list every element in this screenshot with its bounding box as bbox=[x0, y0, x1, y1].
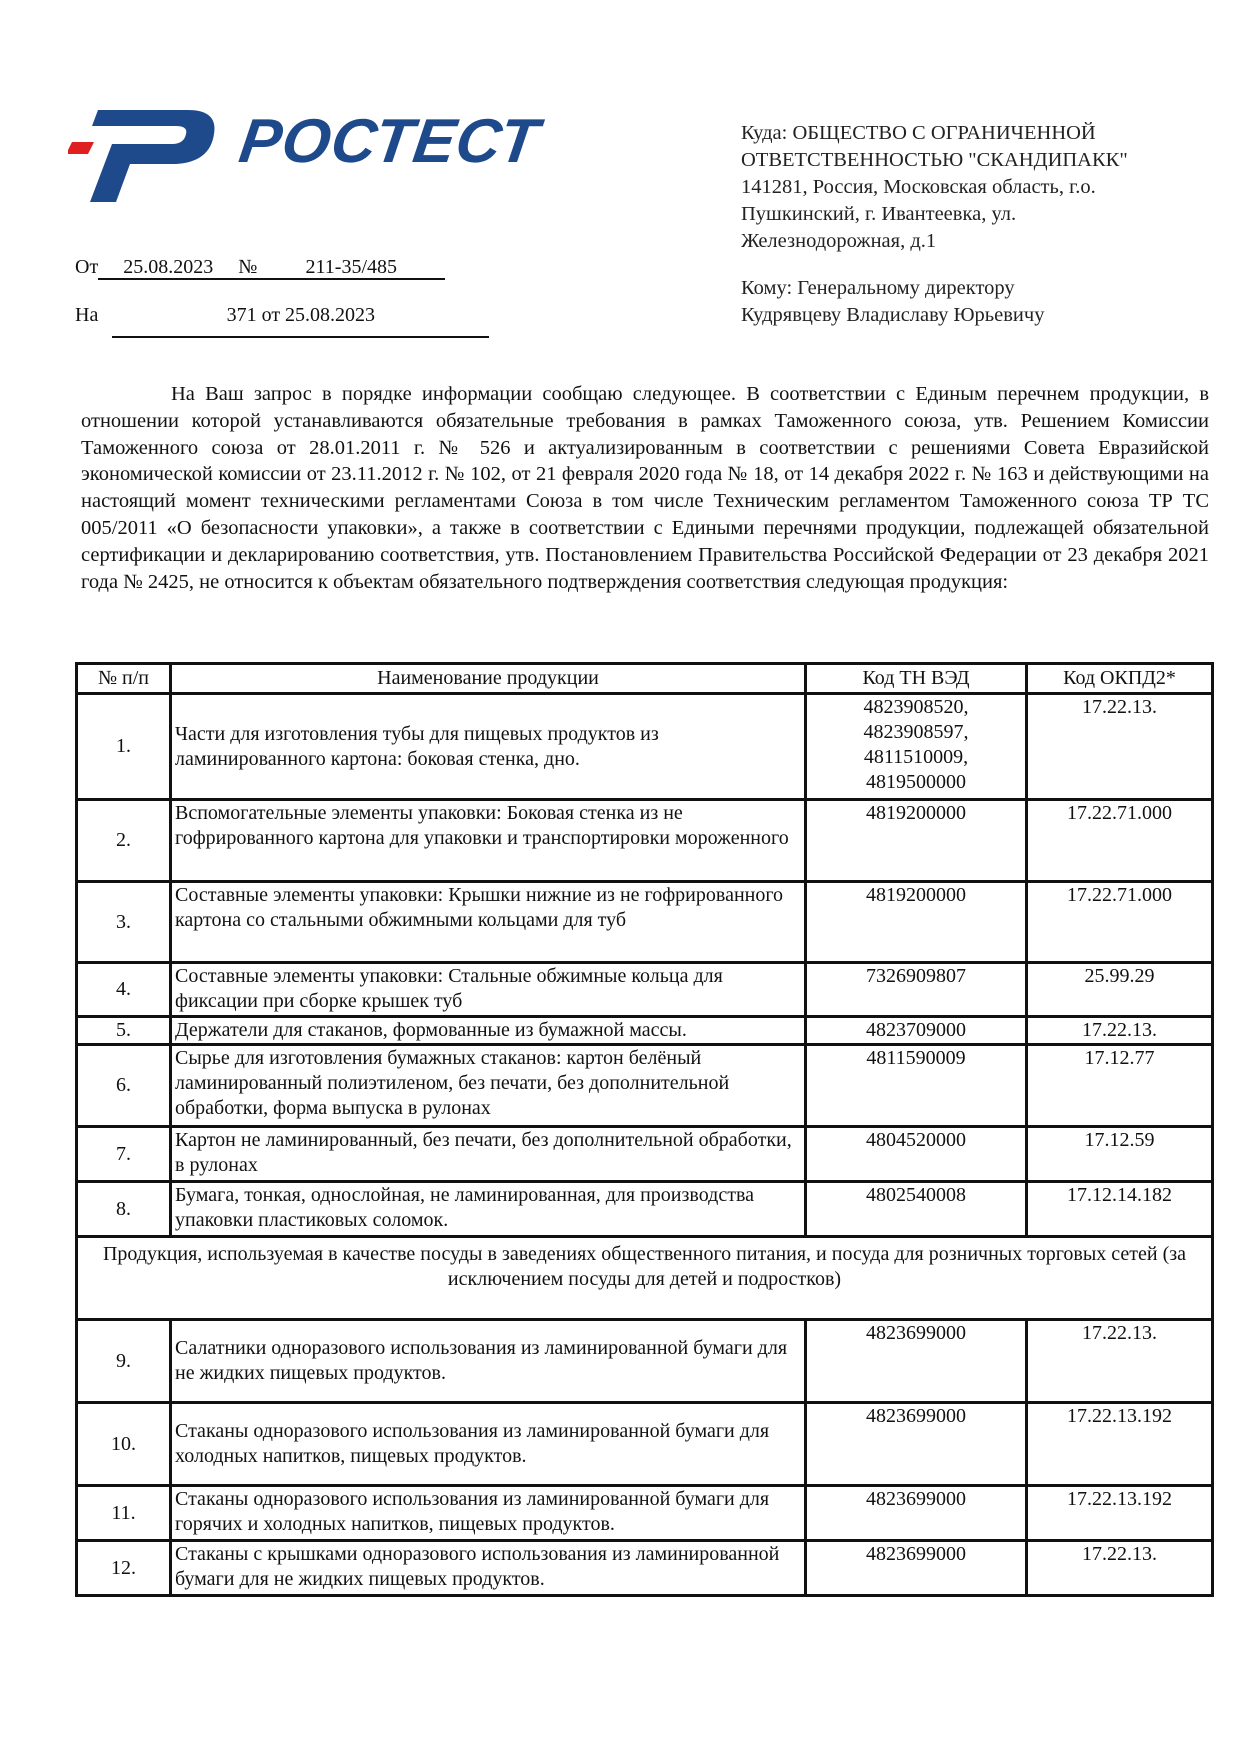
product-name: Составные элементы упаковки: Стальные обжимные кольца для фиксации при сборке крышек туб bbox=[171, 963, 806, 1017]
table-row bbox=[77, 1541, 1213, 1596]
okpd-code: 17.12.59 bbox=[1027, 1127, 1213, 1182]
okpd-code: 17.22.13. bbox=[1027, 1320, 1213, 1403]
okpd-code: 17.22.13. bbox=[1027, 694, 1213, 800]
section-title: Продукция, используемая в качестве посуды в заведениях общественного питания, и посуда для розничных торговых сетей (за исключением посуды для детей и подростков) bbox=[77, 1237, 1213, 1320]
row-number: 9. bbox=[77, 1320, 171, 1403]
tnved-code: 4823908520, 4823908597, 4811510009, 4819500000 bbox=[806, 694, 1027, 800]
okpd-code: 25.99.29 bbox=[1027, 963, 1213, 1017]
okpd-code: 17.22.13.192 bbox=[1027, 1486, 1213, 1541]
product-name: Стаканы с крышками одноразового использования из ламинированной бумаги для не жидких пищевых продуктов. bbox=[171, 1541, 806, 1596]
rostest-p-emblem-icon bbox=[68, 104, 228, 204]
recipient-block bbox=[741, 120, 1211, 329]
table-row bbox=[77, 1320, 1213, 1403]
table-row bbox=[77, 1017, 1213, 1045]
table-row bbox=[77, 1045, 1213, 1127]
header-number: № п/п bbox=[77, 664, 171, 694]
header-product-name: Наименование продукции bbox=[171, 664, 806, 694]
tnved-code: 4819200000 bbox=[806, 800, 1027, 882]
tnved-code: 4823709000 bbox=[806, 1017, 1027, 1045]
row-number: 6. bbox=[77, 1045, 171, 1127]
row-number: 3. bbox=[77, 882, 171, 963]
product-name: Салатники одноразового использования из ламинированной бумаги для не жидких пищевых продуктов. bbox=[171, 1320, 806, 1403]
tnved-code: 4804520000 bbox=[806, 1127, 1027, 1182]
okpd-code: 17.22.71.000 bbox=[1027, 800, 1213, 882]
section-row bbox=[77, 1237, 1213, 1320]
row-number: 7. bbox=[77, 1127, 171, 1182]
tnved-code: 4823699000 bbox=[806, 1403, 1027, 1486]
product-name: Держатели для стаканов, формованные из бумажной массы. bbox=[171, 1017, 806, 1045]
letter-number: 211-35/485 bbox=[257, 256, 445, 280]
tnved-code: 4802540008 bbox=[806, 1182, 1027, 1237]
table-row bbox=[77, 1182, 1213, 1237]
tnved-code: 7326909807 bbox=[806, 963, 1027, 1017]
product-name: Составные элементы упаковки: Крышки нижние из не гофрированного картона со стальными обжимными кольцами для туб bbox=[171, 882, 806, 963]
number-label: № bbox=[238, 256, 258, 278]
product-name: Стаканы одноразового использования из ламинированной бумаги для холодных напитков, пищевых продуктов. bbox=[171, 1403, 806, 1486]
from-label: От bbox=[75, 256, 99, 278]
tnved-code: 4823699000 bbox=[806, 1541, 1027, 1596]
table-row bbox=[77, 694, 1213, 800]
table-row bbox=[77, 800, 1213, 882]
okpd-code: 17.22.13. bbox=[1027, 1017, 1213, 1045]
rostest-logo bbox=[68, 104, 544, 204]
recipient-line: 141281, Россия, Московская область, г.о. bbox=[741, 176, 1096, 198]
table-row bbox=[77, 1127, 1213, 1182]
reply-to-value: 371 от 25.08.2023 bbox=[112, 304, 489, 338]
table-row bbox=[77, 1486, 1213, 1541]
okpd-code: 17.22.71.000 bbox=[1027, 882, 1213, 963]
letter-date: 25.08.2023 bbox=[98, 256, 238, 280]
okpd-code: 17.12.77 bbox=[1027, 1045, 1213, 1127]
product-name: Сырье для изготовления бумажных стаканов: картон белёный ламинированный полиэтиленом, без печати, без дополнительной обработки, форма выпуска в рулонах bbox=[171, 1045, 806, 1127]
table-row bbox=[77, 882, 1213, 963]
table-row bbox=[77, 963, 1213, 1017]
product-name: Вспомогательные элементы упаковки: Боковая стенка из не гофрированного картона для упаковки и транспортировки мороженного bbox=[171, 800, 806, 882]
row-number: 1. bbox=[77, 694, 171, 800]
recipient-line: Железнодорожная, д.1 bbox=[741, 230, 937, 252]
row-number: 11. bbox=[77, 1486, 171, 1541]
product-name: Бумага, тонкая, однослойная, не ламинированная, для производства упаковки пластиковых соломок. bbox=[171, 1182, 806, 1237]
okpd-code: 17.22.13.192 bbox=[1027, 1403, 1213, 1486]
addressee-line: Кому: Генеральному директору bbox=[741, 277, 1015, 299]
outgoing-reference bbox=[75, 256, 445, 280]
header-okpd-code: Код ОКПД2* bbox=[1027, 664, 1213, 694]
row-number: 10. bbox=[77, 1403, 171, 1486]
okpd-code: 17.12.14.182 bbox=[1027, 1182, 1213, 1237]
incoming-reference bbox=[75, 304, 489, 338]
tnved-code: 4823699000 bbox=[806, 1486, 1027, 1541]
row-number: 8. bbox=[77, 1182, 171, 1237]
tnved-code: 4819200000 bbox=[806, 882, 1027, 963]
product-name: Стаканы одноразового использования из ламинированной бумаги для горячих и холодных напитков, пищевых продуктов. bbox=[171, 1486, 806, 1541]
table-row bbox=[77, 1403, 1213, 1486]
table-header-row bbox=[77, 664, 1213, 694]
logo-wordmark: РОСТЕСТ bbox=[235, 107, 544, 176]
header-tnved-code: Код ТН ВЭД bbox=[806, 664, 1027, 694]
product-name: Части для изготовления тубы для пищевых продуктов из ламинированного картона: боковая стенка, дно. bbox=[171, 694, 806, 800]
reply-label: На bbox=[75, 304, 99, 326]
tnved-code: 4823699000 bbox=[806, 1320, 1027, 1403]
row-number: 5. bbox=[77, 1017, 171, 1045]
addressee-line: Кудрявцеву Владиславу Юрьевичу bbox=[741, 304, 1045, 326]
okpd-code: 17.22.13. bbox=[1027, 1541, 1213, 1596]
recipient-line: Пушкинский, г. Ивантеевка, ул. bbox=[741, 203, 1017, 225]
recipient-line: Куда: ОБЩЕСТВО С ОГРАНИЧЕННОЙ bbox=[741, 122, 1096, 144]
recipient-line: ОТВЕТСТВЕННОСТЬЮ "СКАНДИПАКК" bbox=[741, 149, 1128, 171]
tnved-code: 4811590009 bbox=[806, 1045, 1027, 1127]
product-name: Картон не ламинированный, без печати, без дополнительной обработки, в рулонах bbox=[171, 1127, 806, 1182]
letter-body: На Ваш запрос в порядке информации сообщаю следующее. В соответствии с Единым перечнем продукции, в отношении которой устанавливаются обязательные требования в рамках Таможенного союза, утв. Решением Комиссии Таможенного союза от 28.01.2011 г. № 526 и актуализированным в соответствии с решениями Совета Евразийской экономической комиссии от 23.11.2012 г. № 102, от 21 февраля 2020 года № 18, от 14 декабря 2022 г. № 163 и действующими на настоящий момент техническими регламентами Союза в том числе Техническим регламентом Таможенного союза ТР ТС 005/2011 «О безопасности упаковки», а также в соответствии с Едиными перечнями продукции, подлежащей обязательной сертификации и декларированию соответствия, утв. Постановлением Правительства Российской Федерации от 23 декабря 2021 года № 2425, не относится к объектам обязательного подтверждения соответствия следующая продукция: bbox=[81, 383, 1209, 593]
row-number: 4. bbox=[77, 963, 171, 1017]
products-table bbox=[75, 662, 1214, 1597]
row-number: 2. bbox=[77, 800, 171, 882]
row-number: 12. bbox=[77, 1541, 171, 1596]
